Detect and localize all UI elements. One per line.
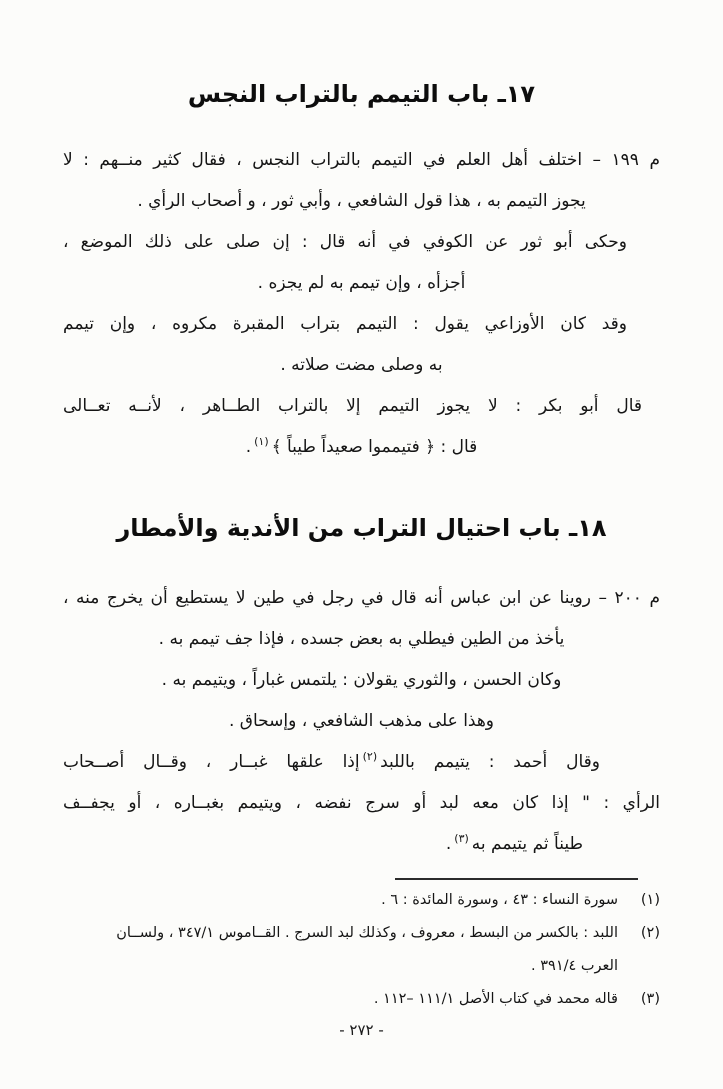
footnotes-section — [0, 880, 723, 1016]
footnote-2 — [63, 917, 660, 983]
paragraph-line: وكان الحسن ، والثوري يقولان : يلتمس غباراً ، ويتيمم به . — [161, 670, 562, 690]
paragraph-line: وحكى أبو ثور عن الكوفي في أنه قال : إن صلى على ذلك الموضع ، — [63, 232, 627, 252]
footnote-3 — [63, 983, 660, 1016]
paragraph-line — [63, 742, 660, 783]
page-number: - ٢٧٢ - — [339, 1021, 384, 1039]
footnote-1 — [63, 884, 660, 917]
paragraph-199-line: م ١٩٩ – اختلف أهل العلم في التيمم بالتراب النجس ، فقال كثير منــهم : لا — [63, 150, 660, 170]
footnote-ref-1: (١) — [254, 435, 269, 449]
footnote-1-text: سورة النساء : ٤٣ ، وسورة المائدة : ٦ . — [381, 892, 618, 908]
footnote-2-number: (٢) — [640, 925, 660, 941]
paragraph-line: به وصلى مضت صلاته . — [280, 355, 443, 375]
paragraph-text: وقال أحمد : يتيمم باللبد — [380, 752, 600, 772]
footnote-ref-2: (٢) — [362, 750, 378, 764]
paragraph-line: قال أبو بكر : لا يجوز التيمم إلا بالتراب الطــاهر ، لأنــه تعــالى — [63, 396, 642, 416]
paragraph-line: وقد كان الأوزاعي يقول : التيمم بتراب المقبرة مكروه ، وإن تيمم — [63, 314, 627, 334]
chapter-18-heading: ١٨ـ باب احتيال التراب من الأندية والأمطار — [116, 514, 607, 542]
footnote-1-number: (١) — [640, 892, 660, 908]
footnote-3-number: (٣) — [640, 991, 660, 1007]
paragraph-text: طيناً ثم يتيمم به — [471, 834, 583, 854]
chapter-17-body — [0, 140, 723, 468]
paragraph-period: . — [445, 834, 452, 854]
footnote-2-text — [63, 917, 618, 983]
footnote-2-line2: العرب ٣٩١/٤ . — [531, 958, 618, 974]
verse-period: . — [245, 437, 252, 457]
chapter-17-heading: ١٧ـ باب التيمم بالتراب النجس — [187, 80, 536, 108]
verse-text: قال : ﴿ فتيمموا صعيداً طيباً ﴾ — [271, 437, 478, 457]
paragraph-200-line: م ٢٠٠ – روينا عن ابن عباس أنه قال في رجل في طين لا يستطيع أن يخرج منه ، — [63, 588, 660, 608]
footnote-2-line1: اللبد : بالكسر من البسط ، معروف ، وكذلك لبد السرج . القــاموس ٣٤٧/١ ، ولســان — [116, 925, 618, 941]
chapter-18-body — [0, 578, 723, 865]
paragraph-line — [63, 824, 660, 865]
paragraph-200-line: يأخذ من الطين فيطلي به بعض جسده ، فإذا جف تيمم به . — [158, 629, 565, 649]
paragraph-line: وهذا على مذهب الشافعي ، وإسحاق . — [228, 711, 495, 731]
paragraph-199-line: يجوز التيمم به ، هذا قول الشافعي ، وأبي ثور ، و أصحاب الرأي . — [137, 191, 586, 211]
footnote-3-text: قاله محمد في كتاب الأصل ١١١/١ –١١٢ . — [373, 991, 618, 1007]
footnote-ref-3: (٣) — [454, 832, 469, 846]
paragraph-line: أجزأه ، وإن تيمم به لم يجزه . — [257, 273, 466, 293]
paragraph-line: الرأي : " إذا كان معه لبد أو سرج نفضه ، ويتيمم بغبــاره ، أو يجفــف — [63, 793, 660, 813]
quran-verse-line — [63, 427, 660, 468]
paragraph-text: إذا علقها غبــار ، وقــال أصــحاب — [63, 752, 360, 772]
